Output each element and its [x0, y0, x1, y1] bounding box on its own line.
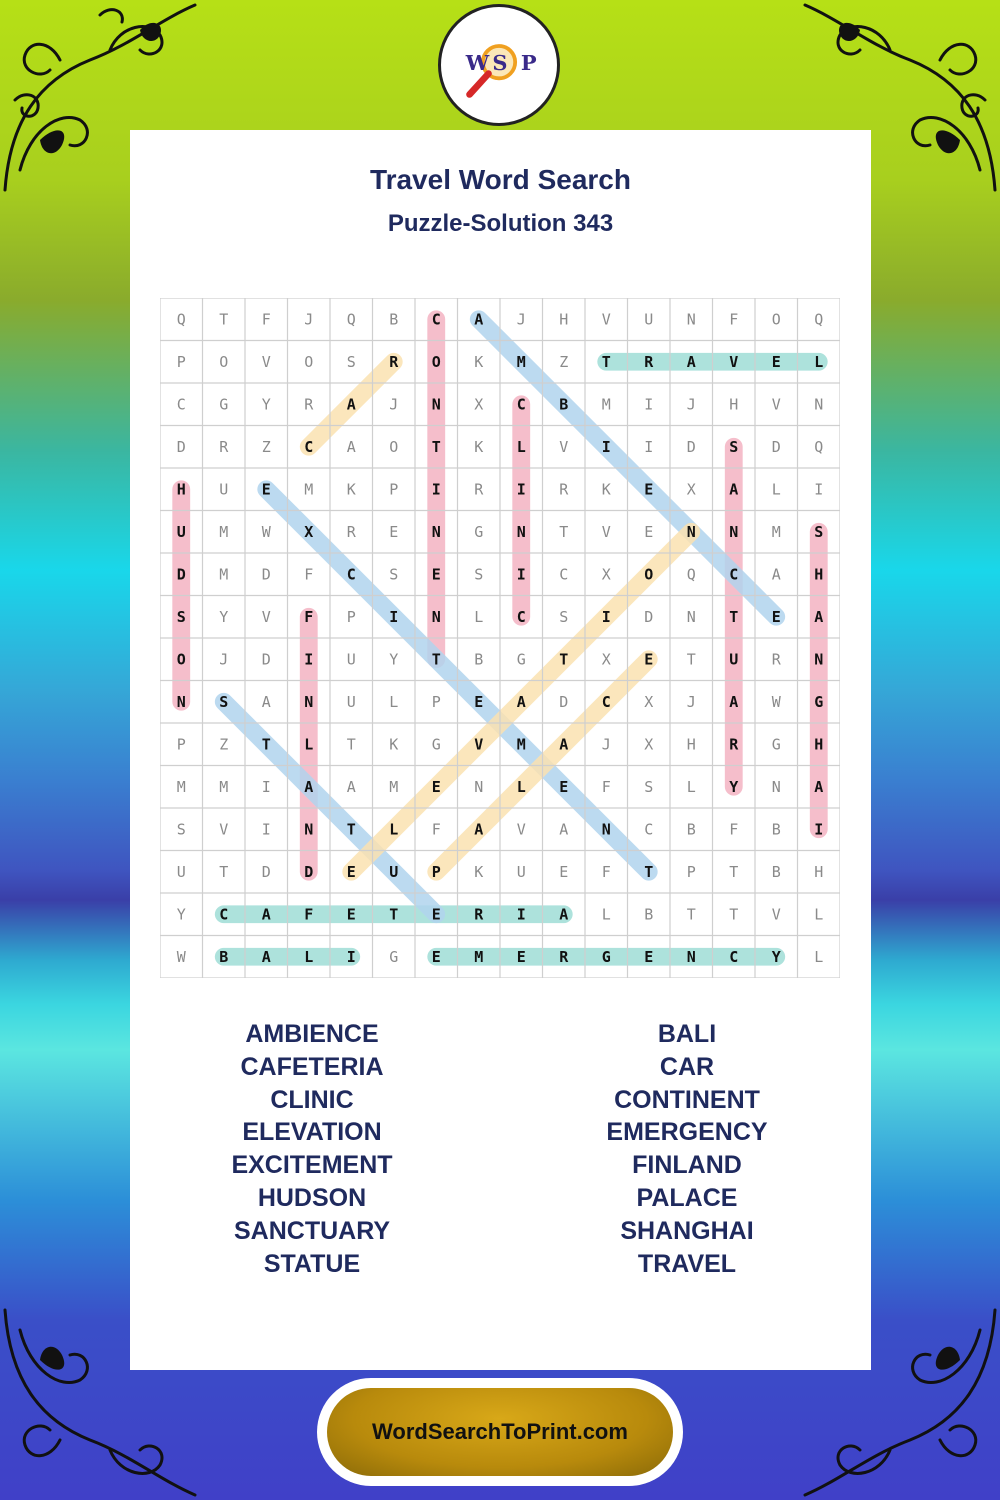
logo-letter-s: S	[492, 49, 508, 75]
grid-letter-found[interactable]: E	[771, 607, 781, 626]
grid-letter[interactable]: W	[176, 947, 186, 966]
grid-letter[interactable]: K	[474, 862, 484, 881]
word-list-item: BALI	[657, 1020, 717, 1048]
grid-letter[interactable]: W	[261, 522, 271, 541]
grid-letter[interactable]: X	[474, 395, 484, 414]
grid-letter[interactable]: V	[771, 905, 781, 924]
grid-letter-found[interactable]: B	[219, 947, 229, 966]
grid-letter[interactable]: G	[431, 735, 441, 754]
grid-letter[interactable]: T	[346, 735, 356, 754]
grid-letter-found[interactable]: E	[431, 905, 441, 924]
grid-letter-found[interactable]: N	[601, 820, 611, 839]
grid-letter[interactable]: N	[771, 777, 781, 796]
word-list-item: TRAVEL	[637, 1249, 737, 1278]
grid-letter[interactable]: D	[261, 565, 271, 584]
grid-letter[interactable]: N	[686, 607, 696, 626]
grid-letter-found[interactable]: I	[304, 650, 314, 669]
grid-letter[interactable]: C	[559, 565, 569, 584]
grid-letter[interactable]: I	[261, 777, 271, 796]
grid-letter-found[interactable]: N	[176, 692, 186, 711]
grid-letter[interactable]: K	[474, 352, 484, 371]
grid-letter[interactable]: D	[176, 437, 186, 456]
grid-letter[interactable]: F	[601, 862, 611, 881]
grid-letter[interactable]: P	[346, 607, 356, 626]
grid-letter-found[interactable]: N	[814, 650, 824, 669]
grid-letter[interactable]: S	[559, 607, 569, 626]
grid-letter[interactable]: D	[771, 437, 781, 456]
grid-letter[interactable]: U	[346, 650, 356, 669]
grid-letter[interactable]: R	[771, 650, 781, 669]
grid-letter-found[interactable]: R	[729, 735, 739, 754]
grid-letter[interactable]: L	[814, 905, 824, 924]
grid-letter[interactable]: P	[686, 862, 696, 881]
grid-letter-found[interactable]: G	[601, 947, 611, 966]
grid-letter[interactable]: C	[176, 395, 186, 414]
grid-letter[interactable]: A	[559, 820, 569, 839]
word-list-left-column	[162, 1018, 462, 1280]
grid-letter-found[interactable]: C	[516, 395, 526, 414]
grid-letter[interactable]: P	[431, 692, 441, 711]
grid-letter-found[interactable]: L	[516, 777, 526, 796]
grid-letter-found[interactable]: I	[516, 905, 526, 924]
site-link[interactable]: WordSearchToPrint.com	[372, 1419, 628, 1444]
grid-letter-found[interactable]: C	[729, 565, 739, 584]
grid-letter-found[interactable]: S	[176, 607, 186, 626]
word-list-item: STATUE	[263, 1249, 361, 1278]
grid-letter-found[interactable]: N	[516, 522, 526, 541]
word-list-item: CONTINENT	[614, 1085, 760, 1114]
grid-letter-found[interactable]: Y	[771, 947, 781, 966]
grid-letter[interactable]: F	[729, 820, 739, 839]
grid-letter-found[interactable]: A	[814, 777, 824, 796]
grid-letter[interactable]: C	[644, 820, 654, 839]
grid-letter-found[interactable]: O	[431, 352, 441, 371]
grid-letter-found[interactable]: L	[516, 437, 526, 456]
grid-letter[interactable]: R	[304, 395, 314, 414]
grid-letter[interactable]: Y	[219, 607, 229, 626]
grid-letter[interactable]: Y	[176, 905, 186, 924]
grid-letter[interactable]: T	[686, 650, 696, 669]
letter-grid-svg[interactable]	[160, 298, 840, 978]
grid-letter[interactable]: Q	[346, 310, 356, 329]
grid-letter[interactable]: V	[261, 352, 271, 371]
grid-letter[interactable]: W	[771, 692, 781, 711]
grid-letter[interactable]: B	[686, 820, 696, 839]
grid-letter-found[interactable]: O	[644, 565, 654, 584]
grid-letter-found[interactable]: N	[686, 522, 696, 541]
grid-letter[interactable]: B	[771, 862, 781, 881]
grid-letter[interactable]: L	[389, 692, 399, 711]
grid-letter[interactable]: G	[389, 947, 399, 966]
grid-letter[interactable]: U	[176, 862, 186, 881]
grid-letter-found[interactable]: Y	[729, 777, 739, 796]
grid-letter-found[interactable]: R	[559, 947, 569, 966]
grid-letter-found[interactable]: D	[304, 862, 314, 881]
grid-letter-found[interactable]: C	[601, 692, 611, 711]
grid-letter[interactable]: N	[686, 310, 696, 329]
grid-letter-found[interactable]: N	[431, 522, 441, 541]
puzzle-card	[130, 130, 871, 1370]
grid-letter-found[interactable]: A	[729, 480, 739, 499]
grid-letter[interactable]: E	[389, 522, 399, 541]
grid-letter-found[interactable]: T	[559, 650, 569, 669]
word-list-item: EXCITEMENT	[231, 1151, 393, 1180]
puzzle-subtitle: Puzzle-Solution 343	[387, 210, 614, 237]
grid-letter[interactable]: G	[516, 650, 526, 669]
grid-letter[interactable]: V	[601, 310, 611, 329]
grid-letter[interactable]: A	[261, 692, 271, 711]
grid-letter-found[interactable]: C	[431, 310, 441, 329]
grid-letter-found[interactable]: U	[176, 522, 186, 541]
grid-letter[interactable]: T	[729, 905, 739, 924]
grid-letter-found[interactable]: A	[261, 947, 271, 966]
grid-letter[interactable]: K	[389, 735, 399, 754]
grid-letter[interactable]: U	[346, 692, 356, 711]
grid-letter-found[interactable]: N	[304, 820, 314, 839]
grid-letter[interactable]: D	[644, 607, 654, 626]
grid-letter[interactable]: M	[304, 480, 314, 499]
grid-letter[interactable]: X	[686, 480, 696, 499]
grid-letter[interactable]: X	[644, 692, 654, 711]
grid-letter[interactable]: Q	[176, 310, 186, 329]
grid-letter[interactable]: I	[814, 480, 824, 499]
grid-letter[interactable]: M	[176, 777, 186, 796]
word-list-item: ELEVATION	[242, 1118, 382, 1147]
grid-letter-found[interactable]: N	[729, 522, 739, 541]
logo-letter-w: W	[465, 49, 490, 75]
grid-letter-found[interactable]: C	[219, 905, 229, 924]
grid-letter[interactable]: L	[474, 607, 484, 626]
wsp-logo[interactable]	[438, 4, 560, 126]
grid-letter[interactable]: M	[219, 522, 229, 541]
grid-letter-found[interactable]: U	[729, 650, 739, 669]
grid-letter[interactable]: B	[644, 905, 654, 924]
puzzle-title: Travel Word Search	[370, 164, 631, 195]
grid-letter[interactable]: A	[346, 437, 356, 456]
word-list-item: CAR	[659, 1052, 715, 1081]
grid-letter-found[interactable]: L	[814, 352, 824, 371]
grid-letter-found[interactable]: L	[389, 820, 399, 839]
grid-letter[interactable]: T	[219, 862, 229, 881]
grid-letter[interactable]: O	[219, 352, 229, 371]
grid-letter-found[interactable]: O	[176, 650, 186, 669]
grid-letter-found[interactable]: F	[304, 607, 314, 626]
grid-letter[interactable]: D	[686, 437, 696, 456]
grid-letter-found[interactable]: B	[559, 395, 569, 414]
grid-letter[interactable]: F	[431, 820, 441, 839]
grid-letter-found[interactable]: A	[346, 395, 356, 414]
grid-letter[interactable]: Y	[261, 395, 271, 414]
grid-letter[interactable]: D	[261, 650, 271, 669]
grid-letter[interactable]: Y	[389, 650, 399, 669]
grid-letter-found[interactable]: N	[304, 692, 314, 711]
grid-letter[interactable]: I	[644, 437, 654, 456]
grid-letter[interactable]: R	[474, 480, 484, 499]
grid-letter-found[interactable]: N	[431, 607, 441, 626]
grid-letter[interactable]: J	[601, 735, 611, 754]
grid-letter[interactable]: M	[219, 777, 229, 796]
grid-letter-found[interactable]: E	[559, 777, 569, 796]
grid-letter-found[interactable]: T	[729, 607, 739, 626]
grid-letter[interactable]: P	[176, 735, 186, 754]
grid-letter-found[interactable]: N	[431, 395, 441, 414]
grid-letter[interactable]: T	[559, 522, 569, 541]
grid-letter-found[interactable]: I	[389, 607, 399, 626]
grid-letter-found[interactable]: C	[346, 565, 356, 584]
grid-letter-found[interactable]: I	[601, 437, 611, 456]
grid-letter[interactable]: E	[644, 522, 654, 541]
grid-letter[interactable]: L	[771, 480, 781, 499]
grid-letter[interactable]: I	[644, 395, 654, 414]
grid-letter-found[interactable]: A	[261, 905, 271, 924]
grid-letter-found[interactable]: I	[516, 480, 526, 499]
grid-letter-found[interactable]: E	[771, 352, 781, 371]
grid-letter[interactable]: Q	[814, 310, 824, 329]
grid-letter-found[interactable]: C	[304, 437, 314, 456]
grid-letter[interactable]: J	[219, 650, 229, 669]
grid-letter-found[interactable]: A	[559, 905, 569, 924]
grid-letter[interactable]: S	[176, 820, 186, 839]
grid-letter-found[interactable]: I	[431, 480, 441, 499]
grid-letter-found[interactable]: R	[474, 905, 484, 924]
grid-letter[interactable]: X	[601, 565, 611, 584]
grid-letter-found[interactable]: P	[431, 862, 441, 881]
grid-letter-found[interactable]: E	[431, 947, 441, 966]
grid-letter[interactable]: R	[346, 522, 356, 541]
grid-letter[interactable]: F	[304, 565, 314, 584]
grid-letter[interactable]: D	[559, 692, 569, 711]
grid-letter-found[interactable]: E	[431, 565, 441, 584]
grid-letter[interactable]: G	[219, 395, 229, 414]
grid-letter-found[interactable]: E	[346, 862, 356, 881]
grid-letter[interactable]: T	[686, 905, 696, 924]
grid-letter[interactable]: P	[389, 480, 399, 499]
grid-letter-found[interactable]: M	[474, 947, 484, 966]
grid-letter-found[interactable]: R	[389, 352, 399, 371]
grid-letter-found[interactable]: M	[516, 735, 526, 754]
grid-letter[interactable]: J	[516, 310, 526, 329]
grid-letter-found[interactable]: H	[814, 735, 824, 754]
grid-letter-found[interactable]: E	[431, 777, 441, 796]
grid-letter[interactable]: A	[346, 777, 356, 796]
footer-badge[interactable]	[317, 1378, 683, 1486]
grid-letter[interactable]: Z	[261, 437, 271, 456]
grid-letter-found[interactable]: H	[176, 480, 186, 499]
grid-letter-found[interactable]: D	[176, 565, 186, 584]
grid-letter-found[interactable]: F	[304, 905, 314, 924]
grid-letter-found[interactable]: I	[814, 820, 824, 839]
word-list-right-column	[537, 1018, 837, 1280]
word-list-item: AMBIENCE	[245, 1020, 379, 1048]
grid-letter-found[interactable]: A	[474, 310, 484, 329]
grid-letter[interactable]: J	[686, 692, 696, 711]
grid-letter-found[interactable]: U	[389, 862, 399, 881]
grid-letter[interactable]: S	[474, 565, 484, 584]
grid-letter[interactable]: U	[644, 310, 654, 329]
grid-letter[interactable]: Z	[219, 735, 229, 754]
grid-letter-found[interactable]: T	[389, 905, 399, 924]
grid-letter-found[interactable]: I	[601, 607, 611, 626]
grid-letter[interactable]: V	[516, 820, 526, 839]
grid-letter[interactable]: R	[219, 437, 229, 456]
grid-letter[interactable]: H	[729, 395, 739, 414]
grid-letter-found[interactable]: N	[686, 947, 696, 966]
grid-letter-found[interactable]: E	[644, 947, 654, 966]
grid-letter[interactable]: S	[346, 352, 356, 371]
grid-letter[interactable]: P	[176, 352, 186, 371]
grid-letter[interactable]: H	[686, 735, 696, 754]
grid-letter-found[interactable]: S	[814, 522, 824, 541]
grid-letter-found[interactable]: C	[516, 607, 526, 626]
grid-letter[interactable]: B	[389, 310, 399, 329]
grid-letter-found[interactable]: I	[516, 565, 526, 584]
grid-letter-found[interactable]: T	[644, 862, 654, 881]
grid-letter-found[interactable]: A	[559, 735, 569, 754]
grid-letter[interactable]: B	[771, 820, 781, 839]
grid-letter[interactable]: J	[389, 395, 399, 414]
grid-letter[interactable]: Q	[814, 437, 824, 456]
grid-letter[interactable]: G	[474, 522, 484, 541]
grid-letter[interactable]: V	[601, 522, 611, 541]
grid-letter[interactable]: J	[686, 395, 696, 414]
grid-letter-found[interactable]: E	[644, 650, 654, 669]
grid-letter-found[interactable]: A	[304, 777, 314, 796]
grid-letter-found[interactable]: A	[516, 692, 526, 711]
grid-letter-found[interactable]: T	[601, 352, 611, 371]
grid-letter[interactable]: L	[814, 947, 824, 966]
grid-letter[interactable]: L	[686, 777, 696, 796]
grid-letter-found[interactable]: T	[431, 650, 441, 669]
grid-letter[interactable]: B	[474, 650, 484, 669]
grid-letter-found[interactable]: A	[686, 352, 696, 371]
grid-letter[interactable]: F	[601, 777, 611, 796]
grid-letter-found[interactable]: G	[814, 692, 824, 711]
grid-letter-found[interactable]: M	[516, 352, 526, 371]
grid-letter[interactable]: D	[261, 862, 271, 881]
grid-letter[interactable]: U	[516, 862, 526, 881]
grid-letter-found[interactable]: A	[474, 820, 484, 839]
grid-letter[interactable]: H	[814, 862, 824, 881]
footer-button[interactable]	[327, 1388, 673, 1476]
grid-letter[interactable]: S	[389, 565, 399, 584]
grid-letter[interactable]: F	[729, 310, 739, 329]
grid-letter-found[interactable]: S	[729, 437, 739, 456]
grid-letter[interactable]: K	[601, 480, 611, 499]
grid-letter-found[interactable]: T	[346, 820, 356, 839]
grid-letter[interactable]: Z	[559, 352, 569, 371]
grid-letter-found[interactable]: R	[644, 352, 654, 371]
grid-letter[interactable]: N	[814, 395, 824, 414]
word-list-item: EMERGENCY	[606, 1118, 768, 1147]
grid-letter[interactable]: V	[559, 437, 569, 456]
grid-letter[interactable]: V	[219, 820, 229, 839]
grid-letter[interactable]: M	[389, 777, 399, 796]
grid-letter[interactable]: X	[601, 650, 611, 669]
grid-letter-found[interactable]: E	[474, 692, 484, 711]
grid-letter[interactable]: U	[219, 480, 229, 499]
grid-letter[interactable]: H	[559, 310, 569, 329]
grid-letter[interactable]: S	[644, 777, 654, 796]
grid-letter-found[interactable]: T	[261, 735, 271, 754]
grid-letter-found[interactable]: E	[516, 947, 526, 966]
grid-letter[interactable]: V	[771, 395, 781, 414]
grid-letter-found[interactable]: H	[814, 565, 824, 584]
grid-letter[interactable]: I	[261, 820, 271, 839]
grid-letter-found[interactable]: T	[431, 437, 441, 456]
grid-letter-found[interactable]: V	[729, 352, 739, 371]
grid-letter[interactable]: F	[261, 310, 271, 329]
grid-letter-found[interactable]: A	[729, 692, 739, 711]
word-list	[130, 1018, 871, 1288]
word-list-item: FINLAND	[632, 1151, 742, 1180]
grid-letter-found[interactable]: C	[729, 947, 739, 966]
grid-letter[interactable]: K	[474, 437, 484, 456]
letter-grid[interactable]	[160, 298, 840, 978]
grid-letter[interactable]: M	[771, 522, 781, 541]
word-list-item: CLINIC	[270, 1085, 354, 1114]
grid-letter[interactable]: O	[389, 437, 399, 456]
grid-letter-found[interactable]: E	[346, 905, 356, 924]
grid-letter[interactable]: X	[644, 735, 654, 754]
grid-letter-found[interactable]: L	[304, 947, 314, 966]
grid-letter-found[interactable]: S	[219, 692, 229, 711]
logo-letter-p: P	[520, 49, 537, 75]
word-list-item: PALACE	[636, 1183, 738, 1212]
grid-letter[interactable]: O	[771, 310, 781, 329]
grid-letter[interactable]: R	[559, 480, 569, 499]
grid-letter-found[interactable]: E	[261, 480, 271, 499]
grid-letter[interactable]: V	[261, 607, 271, 626]
word-list-item: SHANGHAI	[620, 1216, 754, 1245]
grid-letter-found[interactable]: A	[814, 607, 824, 626]
grid-letter-found[interactable]: L	[304, 735, 314, 754]
grid-letter[interactable]: G	[771, 735, 781, 754]
word-list-item: CAFETERIA	[240, 1052, 384, 1081]
grid-letter[interactable]: M	[601, 395, 611, 414]
grid-letter[interactable]: A	[771, 565, 781, 584]
grid-letter[interactable]: T	[219, 310, 229, 329]
grid-letter[interactable]: E	[559, 862, 569, 881]
grid-letter[interactable]: M	[219, 565, 229, 584]
grid-letter[interactable]: L	[601, 905, 611, 924]
grid-letter[interactable]: J	[304, 310, 314, 329]
word-list-item: HUDSON	[257, 1183, 367, 1212]
grid-letter-found[interactable]: V	[474, 735, 484, 754]
grid-letter-found[interactable]: E	[644, 480, 654, 499]
word-list-item: SANCTUARY	[233, 1216, 391, 1245]
grid-letter[interactable]: N	[474, 777, 484, 796]
grid-letter-found[interactable]: X	[304, 522, 314, 541]
grid-letter[interactable]: Q	[686, 565, 696, 584]
grid-letter[interactable]: T	[729, 862, 739, 881]
grid-letter-found[interactable]: I	[346, 947, 356, 966]
grid-letter[interactable]: K	[346, 480, 356, 499]
grid-letter[interactable]: O	[304, 352, 314, 371]
